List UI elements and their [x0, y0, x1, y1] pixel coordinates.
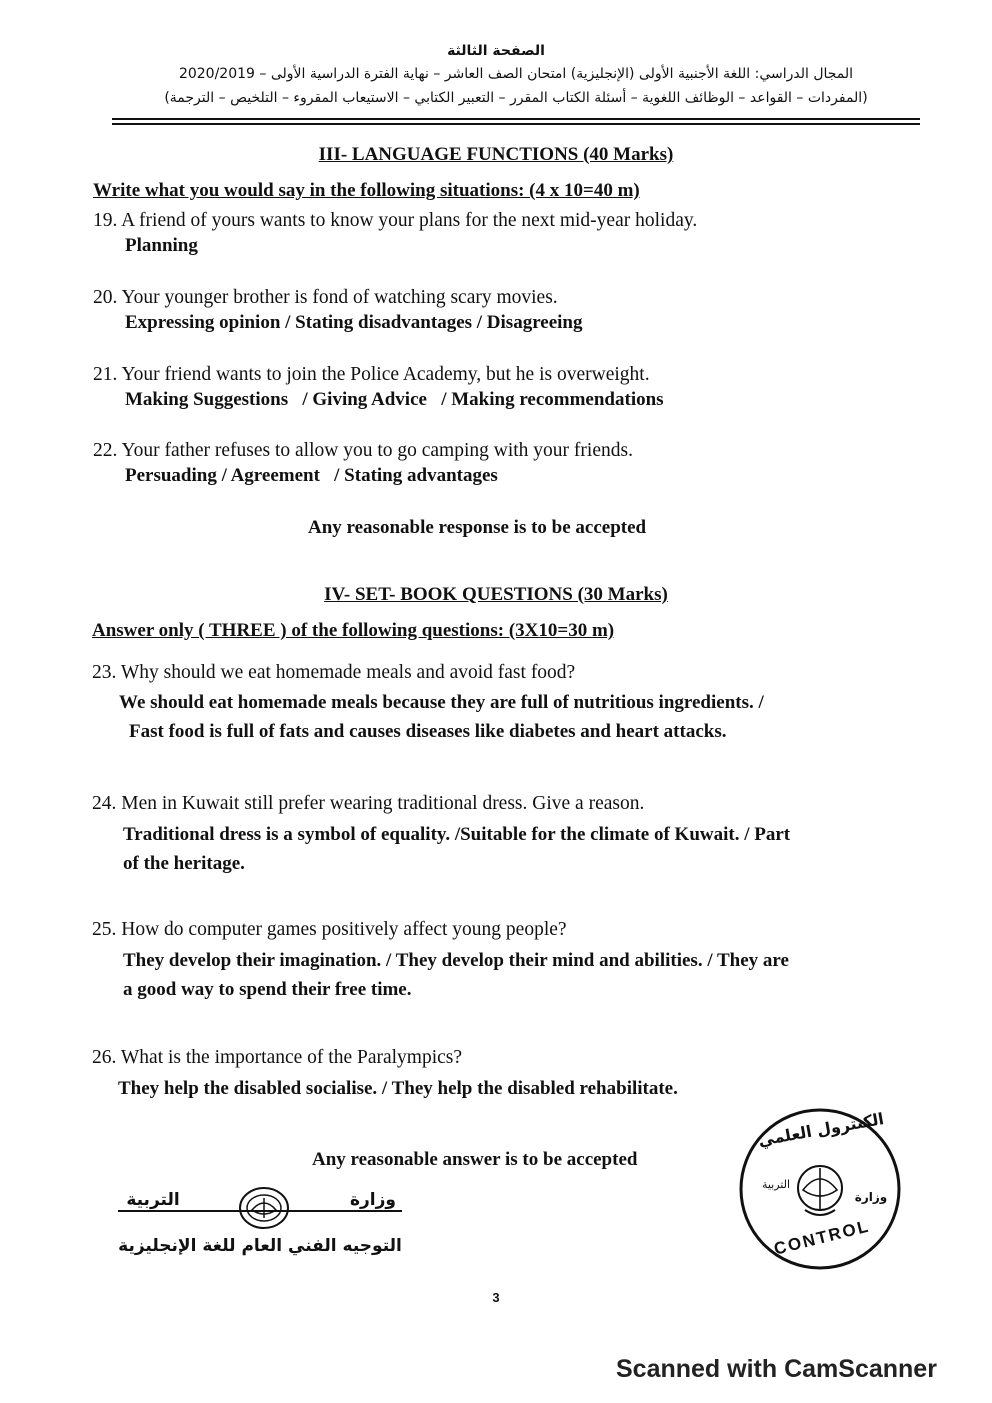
- page-number: 3: [492, 1290, 500, 1305]
- question-23: 23. Why should we eat homemade meals and avoid fast food?: [92, 662, 576, 683]
- section3-title: III- LANGUAGE FUNCTIONS (40 Marks): [318, 144, 674, 165]
- header-rule-bottom: [112, 123, 920, 125]
- control-bottom-text: CONTROL: [772, 1216, 872, 1259]
- question-19: 19. A friend of yours wants to know your plans for the next mid-year holiday.: [93, 210, 698, 231]
- question-20: 20. Your younger brother is fond of watching scary movies.: [93, 287, 558, 308]
- question-26: 26. What is the importance of the Paralympics?: [92, 1047, 463, 1068]
- answer-23-line2: Fast food is full of fats and causes diseases like diabetes and heart attacks.: [129, 721, 727, 742]
- question-25: 25. How do computer games positively affect young people?: [92, 919, 567, 940]
- stamp-word-education: التربية: [126, 1190, 180, 1210]
- answer-19: Planning: [125, 235, 198, 256]
- question-22: 22. Your father refuses to allow you to go camping with your friends.: [93, 440, 633, 461]
- control-arc-text: الكنترول العلمي: [756, 1109, 886, 1150]
- section4-title: IV- SET- BOOK QUESTIONS (30 Marks): [324, 584, 668, 605]
- ministry-stamp: [118, 1186, 408, 1276]
- control-stamp: [737, 1106, 903, 1272]
- answer-26-line1: They help the disabled socialise. / They help the disabled rehabilitate.: [118, 1078, 678, 1099]
- answer-25-line1: They develop their imagination. / They develop their mind and abilities. / They are: [123, 950, 789, 971]
- control-right-word: وزارة: [854, 1190, 888, 1204]
- stamp-subtitle: التوجيه الفني العام للغة الإنجليزية: [118, 1236, 402, 1256]
- skills-line: (المفردات – القواعد – الوظائف اللغوية – أسئلة الكتاب المقرر – التعبير الكتابي – الاستيعاب المقروء – التلخيص – الترجمة): [164, 90, 868, 106]
- answer-24-line2: of the heritage.: [123, 853, 245, 874]
- section4-instruction: Answer only ( THREE ) of the following questions: (3X10=30 m): [92, 620, 615, 641]
- question-21: 21. Your friend wants to join the Police Academy, but he is overweight.: [93, 364, 650, 385]
- page-label: الصفحة الثالثة: [447, 43, 545, 59]
- question-24: 24. Men in Kuwait still prefer wearing traditional dress. Give a reason.: [92, 793, 645, 814]
- ministry-emblem-icon: [238, 1186, 290, 1230]
- section3-note: Any reasonable response is to be accepted: [308, 517, 647, 538]
- control-left-word: التربية: [761, 1178, 791, 1191]
- section3-instruction: Write what you would say in the following situations: (4 x 10=40 m): [93, 180, 640, 201]
- answer-21: Making Suggestions / Giving Advice / Making recommendations: [125, 389, 664, 410]
- header-rule-top: [112, 118, 920, 120]
- section4-note: Any reasonable answer is to be accepted: [312, 1149, 638, 1170]
- answer-20: Expressing opinion / Stating disadvantages / Disagreeing: [125, 312, 583, 333]
- answer-22: Persuading / Agreement / Stating advantages: [125, 465, 498, 486]
- subject-line: المجال الدراسي: اللغة الأجنبية الأولى (الإنجليزية) امتحان الصف العاشر – نهاية الفترة الدراسية الأولى – 2020/2019: [178, 66, 854, 82]
- camscanner-watermark: Scanned with CamScanner: [616, 1355, 937, 1383]
- answer-23-line1: We should eat homemade meals because they are full of nutritious ingredients. /: [119, 692, 764, 713]
- stamp-word-ministry: وزارة: [349, 1190, 396, 1210]
- answer-24-line1: Traditional dress is a symbol of equality. /Suitable for the climate of Kuwait. / Part: [123, 824, 791, 845]
- answer-25-line2: a good way to spend their free time.: [123, 979, 412, 1000]
